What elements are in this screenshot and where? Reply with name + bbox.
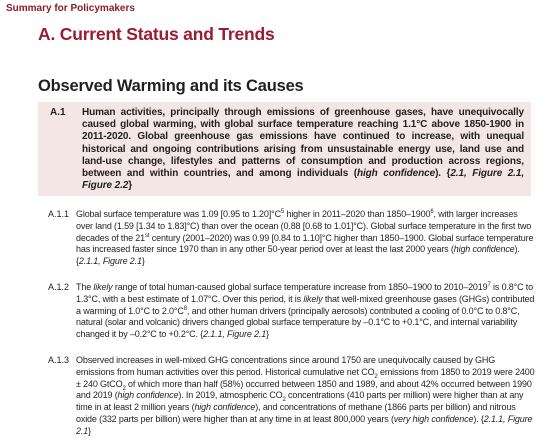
subsection-title: Observed Warming and its Causes (38, 77, 304, 95)
paragraph-number: A.1.3 (48, 355, 70, 365)
paragraph-text: The likely range of total human-caused global surface temperature increase from 1850–1900 to 2010–2019$^7$ is 0.8°C to 1.3°C, with a best estimate of 1.07°C. Over this period, it is likely that well-mixed greenhouse gases (GHGs) contributed a warming of 1.0°C to $2.0^\circ C^8$, and other human drivers (principally aerosols) contributed a cooling of 0.0°C to 0.8°C, natural (solar and volcanic) drivers changed global surface temperature by –0.1°C to +0.1°C, and internal variability changed it by –0.2°C to +0.2°C. {2.1.1, Figure 2.1} (76, 282, 535, 340)
paragraph-text: Observed increases in well-mixed GHG concentrations since around 1750 are unequivocally caused by GHG emissions from human activities over this period. Historical cumulative net $CO_2$ emissions from 1850 to 2019 were 2400 ± 240 GtCO$_2$ of which more than half (58%) occurred between 1850 and 1989, and about 42% occurred between 1990 and 2019 (high confidence). In 2019, atmospheric $CO_2$ concentrations (410 parts per million) were higher than at any time in at least 2 million years (high confidence), and concentrations of methane (1866 parts per billion) and nitrous oxide (332 parts per billion) were higher than at any time in at least 800,000 years (very high confidence). {2.1.1, Figure 2.1} (76, 355, 535, 436)
paragraph-number: A.1.1 (48, 209, 70, 219)
headline-number: A.1 (50, 107, 66, 118)
paragraph-number: A.1.2 (48, 282, 70, 292)
running-header: Summary for Policymakers (6, 3, 135, 14)
section-title: A. Current Status and Trends (38, 24, 275, 44)
headline-statement-box (38, 102, 531, 196)
headline-statement: Human activities, principally through emissions of greenhouse gases, have unequivocally caused global warming, with global surface temperature reaching 1.1°C above 1850-1900 in 2011-2020. Global greenhouse gas emissions have continued to increase, with unequal historical and ongoing contributions arising from unsustainable energy use, land use and land-use change, lifestyles and patterns of consumption and production across regions, between and within countries, and among individuals (high confidence). {2.1, Figure 2.1, Figure 2.2} (82, 107, 525, 192)
paragraph-text: Global surface temperature was 1.09 [0.95 to $1.20]^\circ C^5$ higher in 2011–2020 than 1850–1900$^6$, with larger increases over land (1.59 [1.34 to 1.83]°C) than over the ocean (0.88 [0.68 to 1.01]°C). Global surface temperature in the first two decades of the 21st century (2001–2020) was 0.99 [0.84 to 1.10]°C higher than 1850–1900. Global surface temperature has increased faster since 1970 than in any other 50-year period over at least the last 2000 years (high confidence). {2.1.1, Figure 2.1} (76, 209, 534, 267)
